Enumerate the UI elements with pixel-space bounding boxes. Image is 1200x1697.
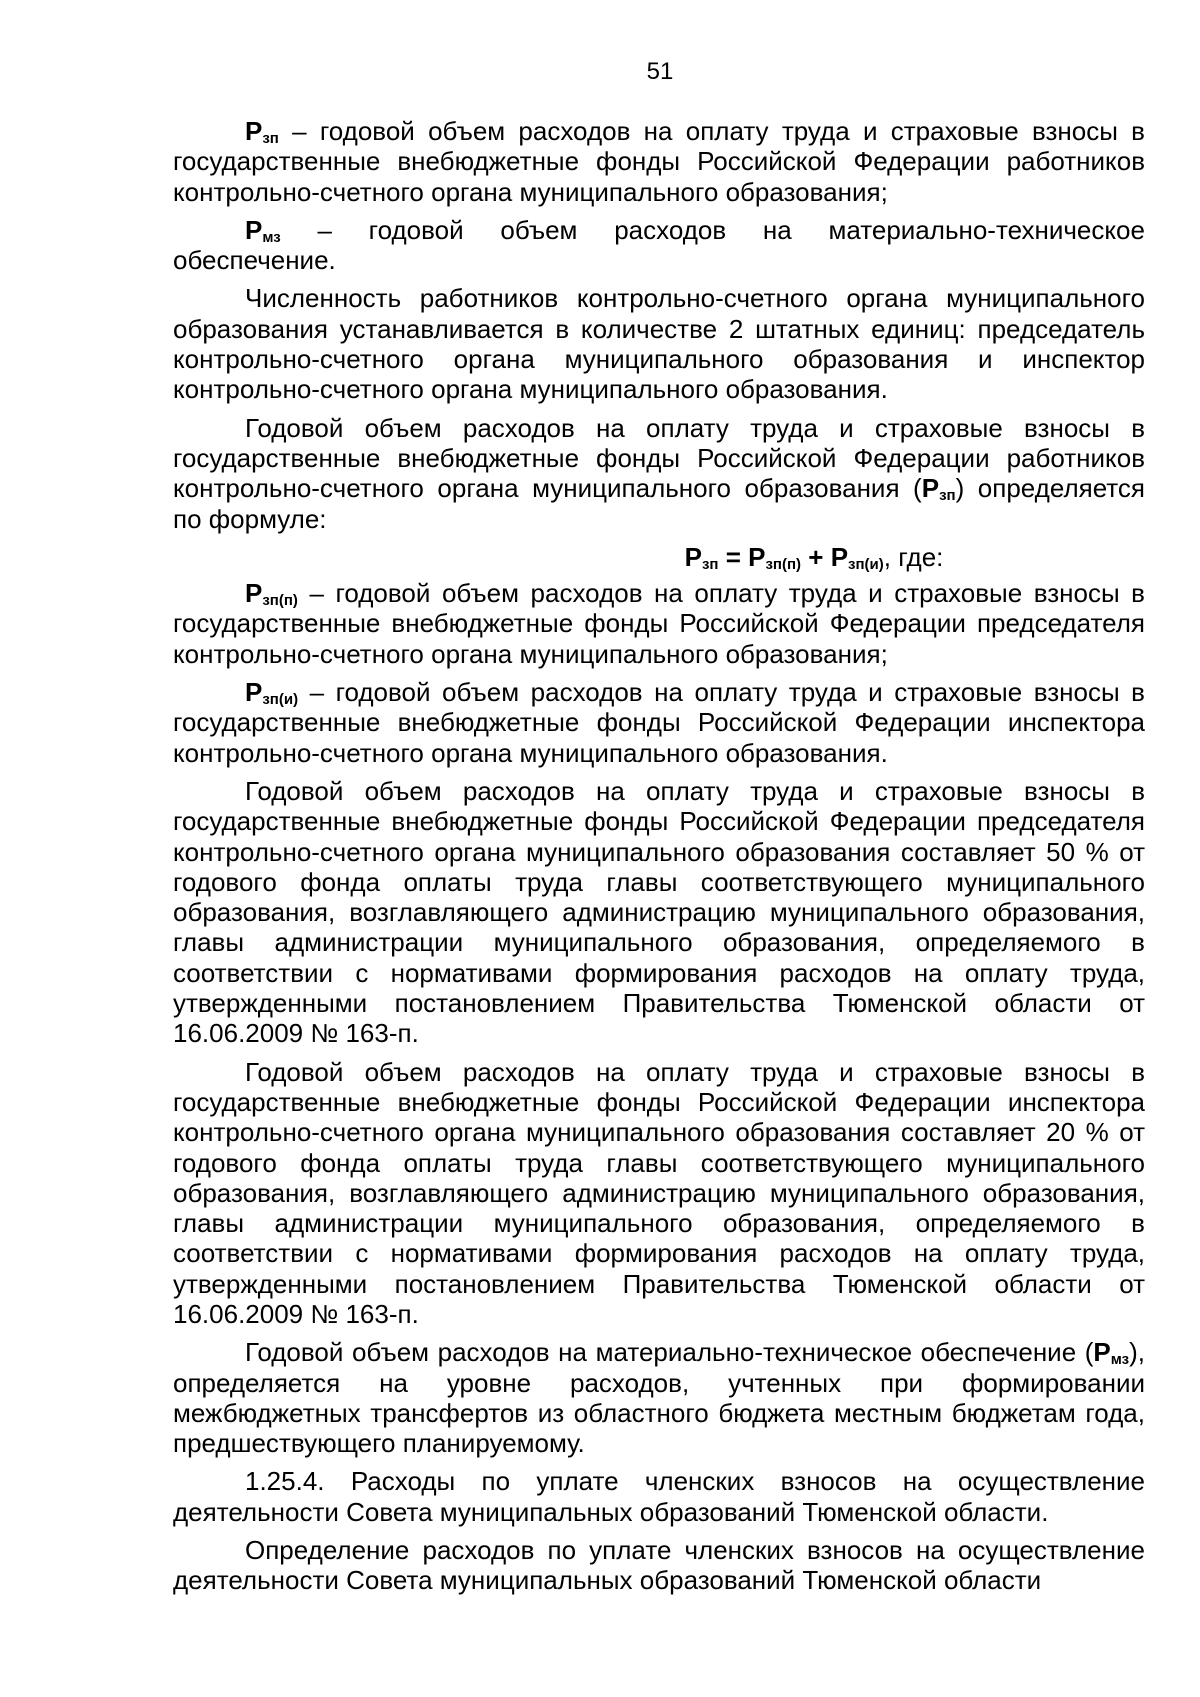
word: годовой: [368, 214, 464, 245]
paragraph-rmz-definition: [173, 215, 1145, 276]
symbol-rzpp: [245, 578, 298, 608]
symbol-rmz: [1093, 1337, 1129, 1367]
word: расходов: [614, 214, 727, 245]
symbol-subscript: зп: [939, 487, 956, 505]
word: материально-техническое: [828, 214, 1145, 245]
symbol-letter: Р: [1093, 1337, 1111, 1368]
symbol-letter: Р: [830, 541, 849, 572]
word: –: [317, 214, 332, 245]
symbol-subscript: зп(и): [848, 555, 884, 573]
formula-rzp: [173, 542, 1145, 572]
symbol-letter: Р: [748, 541, 766, 572]
paragraph-rzpp-definition: [173, 578, 1145, 669]
symbol-subscript: зп(п): [765, 555, 802, 573]
symbol-letter: Р: [684, 541, 702, 572]
paragraph-rzp-formula-intro: [173, 413, 1145, 534]
paragraph-text: – годовой объем расходов на оплату труда и страховые взносы в государственные внебюджетные фонды Российской Федерации работников контрольно-счетного органа муниципального образования;: [173, 116, 1145, 207]
formula-equals: =: [718, 541, 749, 572]
formula-plus: +: [801, 541, 831, 572]
symbol-rzpi: [245, 677, 298, 707]
symbol-rzp: [922, 473, 956, 503]
paragraph-inspector-expenses: Годовой объем расходов на оплату труда и страховые взносы в государственные внебюджетные фонды Российской Федерации инспектора контрольно-счетного органа муниципального образования составляет 20 % от годового фонда оплаты труда главы соответствующего муниципального образования, возглавляющего администрацию муниципального образования, главы администрации муниципального образования, определяемого в соответствии с нормативами формирования расходов на оплату труда, утвержденными постановлением Правительства Тюменской области от 16.06.2009 № 163-п.: [173, 1056, 1145, 1329]
formula-tail: , где:: [883, 541, 944, 572]
symbol-letter: Р: [921, 473, 940, 504]
paragraph-text: – годовой объем расходов на оплату труда и страховые взносы в государственные внебюджетные фонды Российской Федерации председателя контрольно-счетного органа муниципального образования;: [173, 578, 1145, 669]
symbol-rmz: [245, 215, 281, 245]
formula-lhs: [685, 542, 719, 572]
formula-term-inspector: [831, 542, 884, 572]
symbol-subscript: зп: [701, 555, 719, 573]
paragraph-membership-fees: Определение расходов по уплате членских взносов на осуществление деятельности Совета муниципальных образований Тюменской области: [173, 1535, 1145, 1596]
word: на: [762, 214, 792, 245]
formula-term-chairman: [748, 542, 801, 572]
symbol-letter: Р: [245, 578, 263, 609]
symbol-letter: Р: [245, 214, 263, 245]
symbol-subscript: мз: [1110, 1351, 1130, 1369]
symbol-letter: Р: [245, 116, 263, 146]
rmz-definition-tail: обеспечение.: [173, 245, 336, 276]
paragraph-rzp-definition: [173, 116, 1145, 207]
symbol-subscript: зп: [262, 130, 279, 147]
paragraph-text: ), определяется на уровне расходов, учтенных при формировании межбюджетных трансфертов из областного бюджета местным бюджетам года, предшествующего планируемому.: [173, 1337, 1145, 1459]
symbol-rzp: [245, 116, 279, 146]
page-number: 51: [646, 58, 674, 85]
document-body: [173, 116, 1145, 1604]
rmz-definition-line: [173, 215, 1145, 245]
paragraph-rzpi-definition: [173, 677, 1145, 768]
symbol-subscript: зп(п): [262, 592, 298, 610]
paragraph-text: Годовой объем расходов на оплату труда и страховые взносы в государственные внебюджетные фонды Российской Федерации работников контрольно-счетного органа муниципального образования (: [173, 412, 1145, 504]
symbol-letter: Р: [245, 677, 263, 708]
section-heading-1-25-4: 1.25.4. Расходы по уплате членских взносов на осуществление деятельности Совета муниципальных образований Тюменской области.: [173, 1466, 1145, 1527]
symbol-subscript: зп(и): [262, 691, 299, 709]
paragraph-text: Годовой объем расходов на материально-техническое обеспечение (: [245, 1337, 1094, 1368]
paragraph-material-expenses: [173, 1337, 1145, 1458]
paragraph-staff-count: Численность работников контрольно-счетного органа муниципального образования устанавливается в количестве 2 штатных единиц: председатель контрольно-счетного органа муниципального образования и инспектор контрольно-счетного органа муниципального образования.: [173, 283, 1145, 405]
paragraph-text: ) определяется по формуле:: [173, 473, 1145, 534]
symbol-subscript: мз: [262, 228, 281, 246]
paragraph-text: – годовой объем расходов на оплату труда и страховые взносы в государственные внебюджетные фонды Российской Федерации инспектора контрольно-счетного органа муниципального образования.: [173, 677, 1145, 768]
word: объем: [500, 214, 578, 245]
paragraph-chairman-expenses: Годовой объем расходов на оплату труда и страховые взносы в государственные внебюджетные фонды Российской Федерации председателя контрольно-счетного органа муниципального образования составляет 50 % от годового фонда оплаты труда главы соответствующего муниципального образования, возглавляющего администрацию муниципального образования, главы администрации муниципального образования, определяемого в соответствии с нормативами формирования расходов на оплату труда, утвержденными постановлением Правительства Тюменской области от 16.06.2009 № 163-п.: [173, 775, 1145, 1049]
